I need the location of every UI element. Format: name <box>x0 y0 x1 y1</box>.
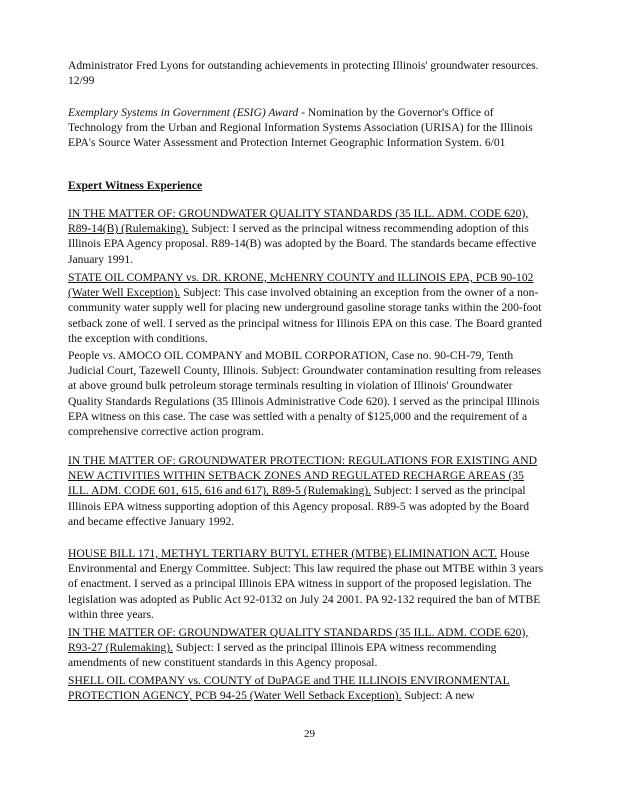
case-paragraph-r89-5 <box>68 453 546 529</box>
paragraph-text: People vs. AMOCO OIL COMPANY and MOBIL CORPORATION, Case no. 90-CH-79, Tenth Judicial Court, Tazewell County, Illinois. Subject: Groundwater contamination resulting from releases at above ground bulk petroleum storage terminals resulting in violation of Illinois' Groundwater Quality Standards Regulations (35 Illinois Administrative Code 620). I served as the principal Illinois EPA witness on this case. The case was settled with a penalty of $125,000 and the requirement of a comprehensive corrective action program. <box>68 349 542 439</box>
case-title: HOUSE BILL 171, METHYL TERTIARY BUTYL ETHER (MTBE) ELIMINATION ACT. <box>68 547 497 560</box>
case-title: IN THE MATTER OF: GROUNDWATER PROTECTION: REGULATIONS FOR EXISTING AND NEW ACTIVITIES WITHIN SETBACK ZONES AND REGULATED RECHARGE AREAS (35 ILL. ADM. CODE 601, 615, 616 and 617), R89-5 (Rulemaking). <box>68 454 538 498</box>
case-title: SHELL OIL COMPANY vs. COUNTY of DuPAGE and THE ILLINOIS ENVIRONMENTAL PROTECTION AGENCY, PCB 94-25 (Water Well Setback Exception). <box>68 674 510 703</box>
page-number: 29 <box>304 728 315 740</box>
award-paragraph-lyons <box>68 58 546 88</box>
case-paragraph-shell-oil <box>68 673 546 703</box>
case-title: IN THE MATTER OF: GROUNDWATER QUALITY STANDARDS (35 ILL. ADM. CODE 620), R89-14(B) (Rulemaking). <box>68 207 529 236</box>
case-paragraph-r93-27 <box>68 625 546 671</box>
paragraph-text: Subject: A new <box>401 689 475 703</box>
paragraph-text: Subject: I served as the principal Illinois EPA witness supporting adoption of this Agency proposal. R89-5 was adopted by the Board and became effective January 1992. <box>68 484 530 528</box>
paragraph-text: - Nomination by the Governor's Office of Technology from the Urban and Regional Information Systems Association (URISA) for the Illinois EPA's Source Water Assessment and Protection Internet Geographic Information System. 6/01 <box>68 106 533 150</box>
paragraph-text: Subject: This case involved obtaining an exception from the owner of a non-community water supply well for placing new underground gasoline storage tanks within the 200-foot setback zone of well. I served as the principal witness for Illinois EPA on this case. The Board granted the exception with conditions. <box>68 286 542 345</box>
award-title: Exemplary Systems in Government (ESIG) Award <box>68 106 299 119</box>
case-paragraph-state-oil <box>68 270 546 346</box>
case-paragraph-amoco <box>68 348 546 439</box>
paragraph-text: Subject: I served as the principal witness recommending adoption of this Illinois EPA Agency proposal. R89-14(B) was adopted by the Board. The standards became effective January 1991. <box>68 222 537 266</box>
case-paragraph-r89-14b <box>68 206 546 267</box>
case-title: IN THE MATTER OF: GROUNDWATER QUALITY STANDARDS (35 ILL. ADM. CODE 620), R93-27 (Rulemaking). <box>68 626 529 655</box>
case-title: STATE OIL COMPANY vs. DR. KRONE, McHENRY COUNTY and ILLINOIS EPA, PCB 90-102 (Water Well Exception). <box>68 271 534 300</box>
paragraph-text: Administrator Fred Lyons for outstanding achievements in protecting Illinois' groundwater resources. 12/99 <box>68 59 539 88</box>
paragraph-text: House Environmental and Energy Committee. Subject: This law required the phase out MTBE within 3 years of enactment. I served as a principal Illinois EPA witness in support of the proposed legislation. The legislation was adopted as Public Act 92-0132 on July 24 2001. PA 92-132 required the ban of MTBE within three years. <box>68 547 544 621</box>
section-heading: Expert Witness Experience <box>68 179 203 192</box>
award-paragraph-esig <box>68 105 546 151</box>
case-paragraph-house-bill-171 <box>68 546 546 622</box>
paragraph-text: Subject: I served as the principal Illinois EPA witness recommending amendments of new constituent standards in this Agency proposal. <box>68 641 497 670</box>
